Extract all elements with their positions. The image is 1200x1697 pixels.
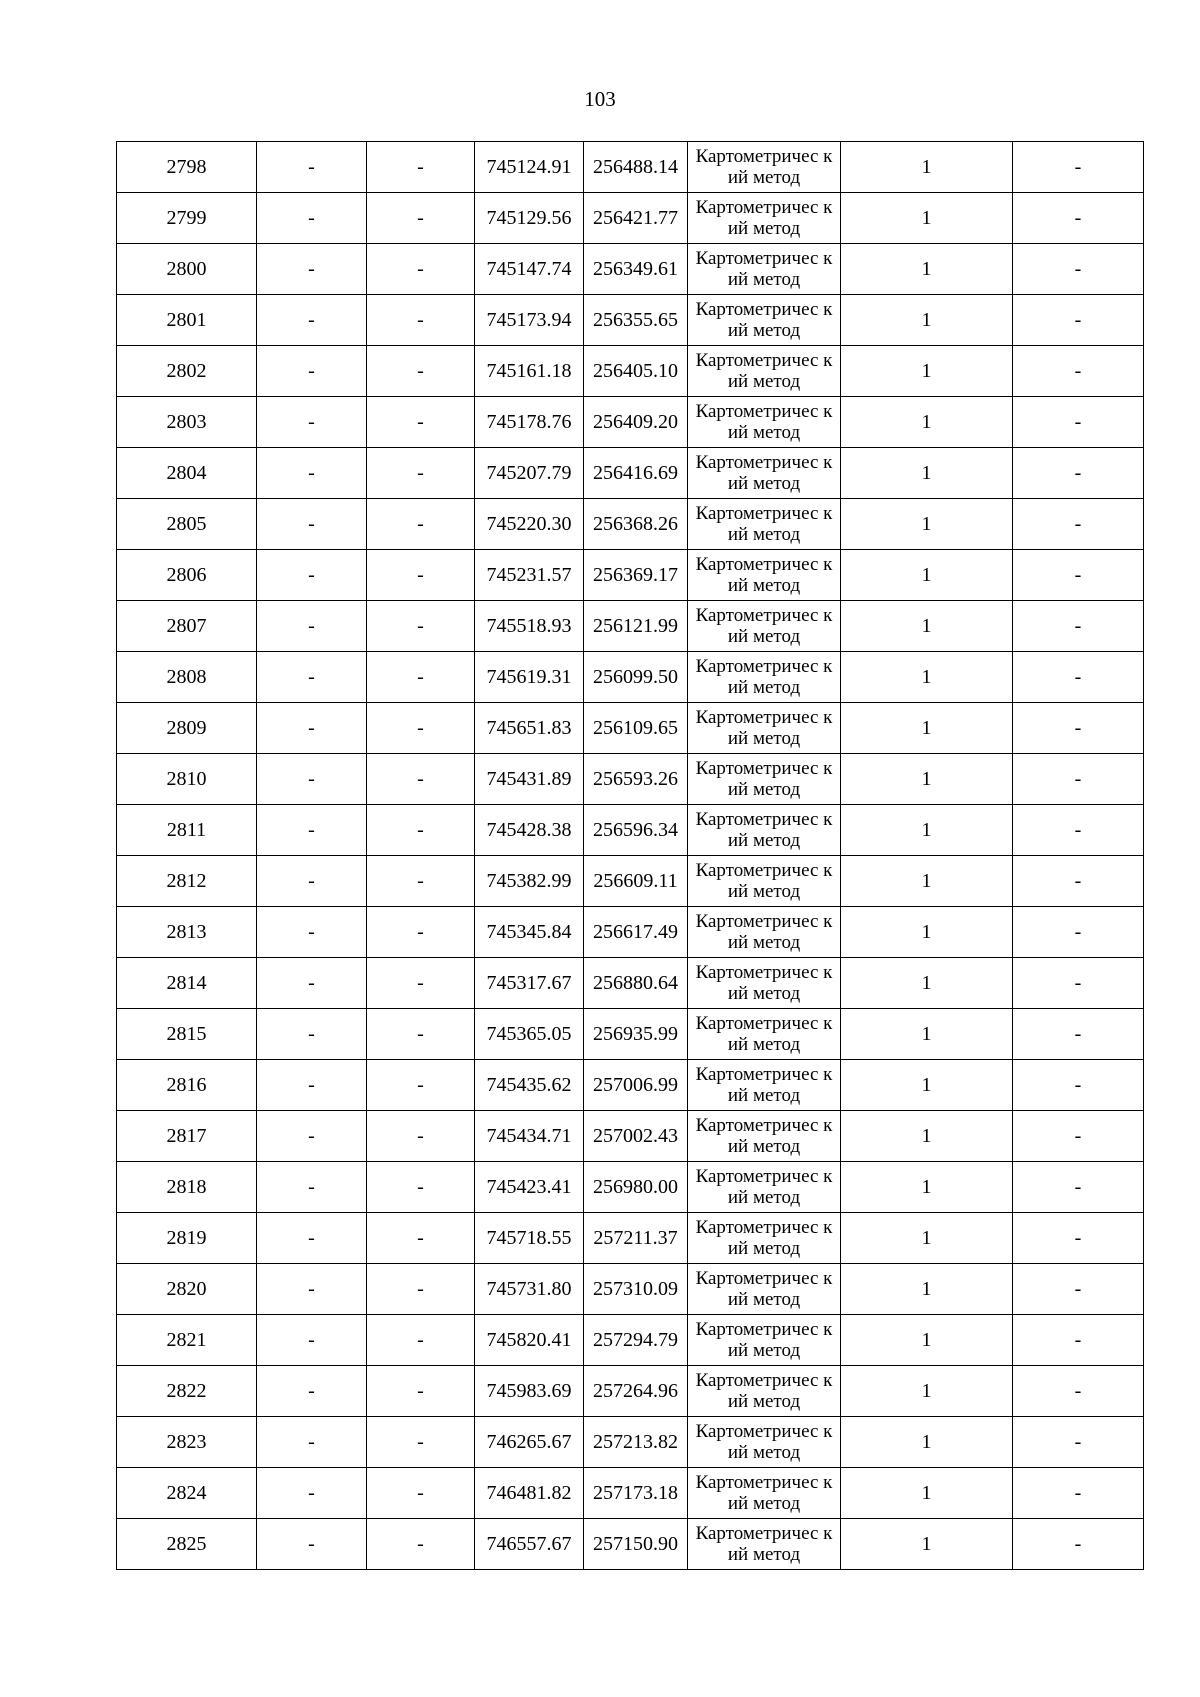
y-coordinate-cell: 257264.96 (584, 1366, 688, 1417)
method-cell: Картометричес кий метод (688, 550, 841, 601)
col2-cell: - (257, 550, 367, 601)
x-coordinate-cell: 745231.57 (475, 550, 584, 601)
point-number-cell: 2823 (117, 1417, 257, 1468)
method-cell: Картометричес кий метод (688, 856, 841, 907)
method-cell: Картометричес кий метод (688, 142, 841, 193)
accuracy-cell: 1 (841, 193, 1013, 244)
col2-cell: - (257, 652, 367, 703)
col8-cell: - (1013, 1009, 1144, 1060)
accuracy-cell: 1 (841, 1060, 1013, 1111)
col2-cell: - (257, 1264, 367, 1315)
col3-cell: - (367, 958, 475, 1009)
y-coordinate-cell: 256368.26 (584, 499, 688, 550)
y-coordinate-cell: 257211.37 (584, 1213, 688, 1264)
y-coordinate-cell: 257213.82 (584, 1417, 688, 1468)
table-row (117, 1468, 1144, 1519)
col2-cell: - (257, 1468, 367, 1519)
point-number-cell: 2809 (117, 703, 257, 754)
method-cell: Картометричес кий метод (688, 1264, 841, 1315)
x-coordinate-cell: 746557.67 (475, 1519, 584, 1570)
y-coordinate-cell: 256369.17 (584, 550, 688, 601)
y-coordinate-cell: 256609.11 (584, 856, 688, 907)
coordinates-table (116, 141, 1144, 1570)
table-row (117, 1162, 1144, 1213)
col3-cell: - (367, 703, 475, 754)
col2-cell: - (257, 601, 367, 652)
table-row (117, 244, 1144, 295)
method-cell: Картометричес кий метод (688, 754, 841, 805)
col3-cell: - (367, 499, 475, 550)
x-coordinate-cell: 745820.41 (475, 1315, 584, 1366)
method-cell: Картометричес кий метод (688, 1009, 841, 1060)
col3-cell: - (367, 1009, 475, 1060)
accuracy-cell: 1 (841, 907, 1013, 958)
col2-cell: - (257, 958, 367, 1009)
method-cell: Картометричес кий метод (688, 1366, 841, 1417)
accuracy-cell: 1 (841, 1519, 1013, 1570)
x-coordinate-cell: 745161.18 (475, 346, 584, 397)
col3-cell: - (367, 1315, 475, 1366)
col3-cell: - (367, 856, 475, 907)
x-coordinate-cell: 745173.94 (475, 295, 584, 346)
col2-cell: - (257, 448, 367, 499)
point-number-cell: 2798 (117, 142, 257, 193)
x-coordinate-cell: 745423.41 (475, 1162, 584, 1213)
method-cell: Картометричес кий метод (688, 1468, 841, 1519)
col8-cell: - (1013, 346, 1144, 397)
point-number-cell: 2814 (117, 958, 257, 1009)
x-coordinate-cell: 745124.91 (475, 142, 584, 193)
y-coordinate-cell: 257294.79 (584, 1315, 688, 1366)
method-cell: Картометричес кий метод (688, 652, 841, 703)
method-cell: Картометричес кий метод (688, 448, 841, 499)
col8-cell: - (1013, 1060, 1144, 1111)
method-cell: Картометричес кий метод (688, 907, 841, 958)
table-row (117, 346, 1144, 397)
col8-cell: - (1013, 703, 1144, 754)
point-number-cell: 2800 (117, 244, 257, 295)
col3-cell: - (367, 1111, 475, 1162)
col8-cell: - (1013, 856, 1144, 907)
method-cell: Картометричес кий метод (688, 958, 841, 1009)
y-coordinate-cell: 256405.10 (584, 346, 688, 397)
y-coordinate-cell: 256121.99 (584, 601, 688, 652)
col3-cell: - (367, 1468, 475, 1519)
col2-cell: - (257, 499, 367, 550)
col2-cell: - (257, 856, 367, 907)
x-coordinate-cell: 745345.84 (475, 907, 584, 958)
accuracy-cell: 1 (841, 1468, 1013, 1519)
accuracy-cell: 1 (841, 550, 1013, 601)
y-coordinate-cell: 256980.00 (584, 1162, 688, 1213)
col8-cell: - (1013, 244, 1144, 295)
table-row (117, 1111, 1144, 1162)
x-coordinate-cell: 745434.71 (475, 1111, 584, 1162)
table-row (117, 703, 1144, 754)
y-coordinate-cell: 256355.65 (584, 295, 688, 346)
accuracy-cell: 1 (841, 1315, 1013, 1366)
point-number-cell: 2811 (117, 805, 257, 856)
point-number-cell: 2802 (117, 346, 257, 397)
method-cell: Картометричес кий метод (688, 499, 841, 550)
col3-cell: - (367, 193, 475, 244)
y-coordinate-cell: 256596.34 (584, 805, 688, 856)
method-cell: Картометричес кий метод (688, 295, 841, 346)
x-coordinate-cell: 745129.56 (475, 193, 584, 244)
col3-cell: - (367, 346, 475, 397)
col3-cell: - (367, 1060, 475, 1111)
col2-cell: - (257, 1009, 367, 1060)
y-coordinate-cell: 257173.18 (584, 1468, 688, 1519)
method-cell: Картометричес кий метод (688, 1417, 841, 1468)
x-coordinate-cell: 745983.69 (475, 1366, 584, 1417)
col2-cell: - (257, 1366, 367, 1417)
col8-cell: - (1013, 958, 1144, 1009)
accuracy-cell: 1 (841, 244, 1013, 295)
method-cell: Картометричес кий метод (688, 1060, 841, 1111)
y-coordinate-cell: 256109.65 (584, 703, 688, 754)
x-coordinate-cell: 745178.76 (475, 397, 584, 448)
col3-cell: - (367, 1213, 475, 1264)
accuracy-cell: 1 (841, 805, 1013, 856)
table-row (117, 1315, 1144, 1366)
x-coordinate-cell: 745431.89 (475, 754, 584, 805)
col3-cell: - (367, 244, 475, 295)
col8-cell: - (1013, 805, 1144, 856)
point-number-cell: 2819 (117, 1213, 257, 1264)
table-row (117, 1213, 1144, 1264)
y-coordinate-cell: 257310.09 (584, 1264, 688, 1315)
point-number-cell: 2818 (117, 1162, 257, 1213)
point-number-cell: 2805 (117, 499, 257, 550)
y-coordinate-cell: 256935.99 (584, 1009, 688, 1060)
x-coordinate-cell: 745518.93 (475, 601, 584, 652)
table-row (117, 550, 1144, 601)
col3-cell: - (367, 805, 475, 856)
point-number-cell: 2815 (117, 1009, 257, 1060)
point-number-cell: 2817 (117, 1111, 257, 1162)
x-coordinate-cell: 745220.30 (475, 499, 584, 550)
accuracy-cell: 1 (841, 142, 1013, 193)
y-coordinate-cell: 256416.69 (584, 448, 688, 499)
accuracy-cell: 1 (841, 448, 1013, 499)
point-number-cell: 2806 (117, 550, 257, 601)
col8-cell: - (1013, 1111, 1144, 1162)
col3-cell: - (367, 397, 475, 448)
table-row (117, 652, 1144, 703)
method-cell: Картометричес кий метод (688, 601, 841, 652)
col3-cell: - (367, 1162, 475, 1213)
accuracy-cell: 1 (841, 1009, 1013, 1060)
col8-cell: - (1013, 550, 1144, 601)
col8-cell: - (1013, 1417, 1144, 1468)
y-coordinate-cell: 256617.49 (584, 907, 688, 958)
col2-cell: - (257, 1519, 367, 1570)
method-cell: Картометричес кий метод (688, 1213, 841, 1264)
col3-cell: - (367, 754, 475, 805)
col3-cell: - (367, 448, 475, 499)
col2-cell: - (257, 1315, 367, 1366)
accuracy-cell: 1 (841, 1264, 1013, 1315)
col2-cell: - (257, 754, 367, 805)
table-row (117, 907, 1144, 958)
accuracy-cell: 1 (841, 295, 1013, 346)
point-number-cell: 2821 (117, 1315, 257, 1366)
accuracy-cell: 1 (841, 1417, 1013, 1468)
col8-cell: - (1013, 142, 1144, 193)
col8-cell: - (1013, 1519, 1144, 1570)
method-cell: Картометричес кий метод (688, 805, 841, 856)
col2-cell: - (257, 244, 367, 295)
method-cell: Картометричес кий метод (688, 1315, 841, 1366)
x-coordinate-cell: 745718.55 (475, 1213, 584, 1264)
point-number-cell: 2822 (117, 1366, 257, 1417)
col2-cell: - (257, 1060, 367, 1111)
y-coordinate-cell: 257006.99 (584, 1060, 688, 1111)
table-row (117, 499, 1144, 550)
point-number-cell: 2820 (117, 1264, 257, 1315)
point-number-cell: 2808 (117, 652, 257, 703)
col2-cell: - (257, 805, 367, 856)
col3-cell: - (367, 550, 475, 601)
accuracy-cell: 1 (841, 856, 1013, 907)
point-number-cell: 2801 (117, 295, 257, 346)
table-row (117, 1366, 1144, 1417)
accuracy-cell: 1 (841, 958, 1013, 1009)
col8-cell: - (1013, 295, 1144, 346)
y-coordinate-cell: 256880.64 (584, 958, 688, 1009)
table-row (117, 295, 1144, 346)
accuracy-cell: 1 (841, 499, 1013, 550)
x-coordinate-cell: 745207.79 (475, 448, 584, 499)
table-row (117, 856, 1144, 907)
col2-cell: - (257, 1111, 367, 1162)
y-coordinate-cell: 256099.50 (584, 652, 688, 703)
method-cell: Картометричес кий метод (688, 703, 841, 754)
col2-cell: - (257, 295, 367, 346)
x-coordinate-cell: 745147.74 (475, 244, 584, 295)
y-coordinate-cell: 256409.20 (584, 397, 688, 448)
col8-cell: - (1013, 193, 1144, 244)
col8-cell: - (1013, 601, 1144, 652)
col2-cell: - (257, 193, 367, 244)
x-coordinate-cell: 745382.99 (475, 856, 584, 907)
x-coordinate-cell: 746481.82 (475, 1468, 584, 1519)
point-number-cell: 2803 (117, 397, 257, 448)
col2-cell: - (257, 1162, 367, 1213)
col3-cell: - (367, 142, 475, 193)
col8-cell: - (1013, 1315, 1144, 1366)
table-row (117, 601, 1144, 652)
point-number-cell: 2799 (117, 193, 257, 244)
col2-cell: - (257, 346, 367, 397)
point-number-cell: 2807 (117, 601, 257, 652)
y-coordinate-cell: 257150.90 (584, 1519, 688, 1570)
col8-cell: - (1013, 1264, 1144, 1315)
table-row (117, 142, 1144, 193)
y-coordinate-cell: 256349.61 (584, 244, 688, 295)
table-body (117, 142, 1144, 1570)
accuracy-cell: 1 (841, 397, 1013, 448)
col8-cell: - (1013, 1366, 1144, 1417)
col8-cell: - (1013, 1213, 1144, 1264)
col2-cell: - (257, 142, 367, 193)
col8-cell: - (1013, 652, 1144, 703)
col8-cell: - (1013, 1468, 1144, 1519)
point-number-cell: 2825 (117, 1519, 257, 1570)
y-coordinate-cell: 256421.77 (584, 193, 688, 244)
col3-cell: - (367, 1264, 475, 1315)
accuracy-cell: 1 (841, 1366, 1013, 1417)
x-coordinate-cell: 745435.62 (475, 1060, 584, 1111)
accuracy-cell: 1 (841, 1213, 1013, 1264)
table-row (117, 448, 1144, 499)
accuracy-cell: 1 (841, 1111, 1013, 1162)
col2-cell: - (257, 907, 367, 958)
method-cell: Картометричес кий метод (688, 397, 841, 448)
method-cell: Картометричес кий метод (688, 1162, 841, 1213)
table-row (117, 193, 1144, 244)
point-number-cell: 2824 (117, 1468, 257, 1519)
accuracy-cell: 1 (841, 652, 1013, 703)
table-row (117, 1264, 1144, 1315)
col8-cell: - (1013, 448, 1144, 499)
col3-cell: - (367, 601, 475, 652)
x-coordinate-cell: 745428.38 (475, 805, 584, 856)
col8-cell: - (1013, 907, 1144, 958)
col3-cell: - (367, 295, 475, 346)
table-row (117, 1519, 1144, 1570)
page-number: 103 (584, 87, 616, 111)
point-number-cell: 2810 (117, 754, 257, 805)
table-row (117, 1417, 1144, 1468)
col2-cell: - (257, 1213, 367, 1264)
point-number-cell: 2812 (117, 856, 257, 907)
accuracy-cell: 1 (841, 703, 1013, 754)
col2-cell: - (257, 397, 367, 448)
y-coordinate-cell: 256593.26 (584, 754, 688, 805)
method-cell: Картометричес кий метод (688, 1111, 841, 1162)
col2-cell: - (257, 703, 367, 754)
col8-cell: - (1013, 397, 1144, 448)
y-coordinate-cell: 257002.43 (584, 1111, 688, 1162)
point-number-cell: 2804 (117, 448, 257, 499)
x-coordinate-cell: 745619.31 (475, 652, 584, 703)
accuracy-cell: 1 (841, 1162, 1013, 1213)
x-coordinate-cell: 745731.80 (475, 1264, 584, 1315)
col8-cell: - (1013, 754, 1144, 805)
col3-cell: - (367, 652, 475, 703)
table-row (117, 958, 1144, 1009)
table-row (117, 397, 1144, 448)
method-cell: Картометричес кий метод (688, 244, 841, 295)
x-coordinate-cell: 745365.05 (475, 1009, 584, 1060)
col3-cell: - (367, 1519, 475, 1570)
col3-cell: - (367, 1417, 475, 1468)
col8-cell: - (1013, 499, 1144, 550)
table-row (117, 1009, 1144, 1060)
x-coordinate-cell: 745651.83 (475, 703, 584, 754)
x-coordinate-cell: 745317.67 (475, 958, 584, 1009)
col3-cell: - (367, 1366, 475, 1417)
accuracy-cell: 1 (841, 754, 1013, 805)
method-cell: Картометричес кий метод (688, 1519, 841, 1570)
method-cell: Картометричес кий метод (688, 346, 841, 397)
method-cell: Картометричес кий метод (688, 193, 841, 244)
table-row (117, 754, 1144, 805)
point-number-cell: 2813 (117, 907, 257, 958)
col2-cell: - (257, 1417, 367, 1468)
x-coordinate-cell: 746265.67 (475, 1417, 584, 1468)
col3-cell: - (367, 907, 475, 958)
table-row (117, 805, 1144, 856)
table-row (117, 1060, 1144, 1111)
y-coordinate-cell: 256488.14 (584, 142, 688, 193)
accuracy-cell: 1 (841, 601, 1013, 652)
point-number-cell: 2816 (117, 1060, 257, 1111)
accuracy-cell: 1 (841, 346, 1013, 397)
col8-cell: - (1013, 1162, 1144, 1213)
